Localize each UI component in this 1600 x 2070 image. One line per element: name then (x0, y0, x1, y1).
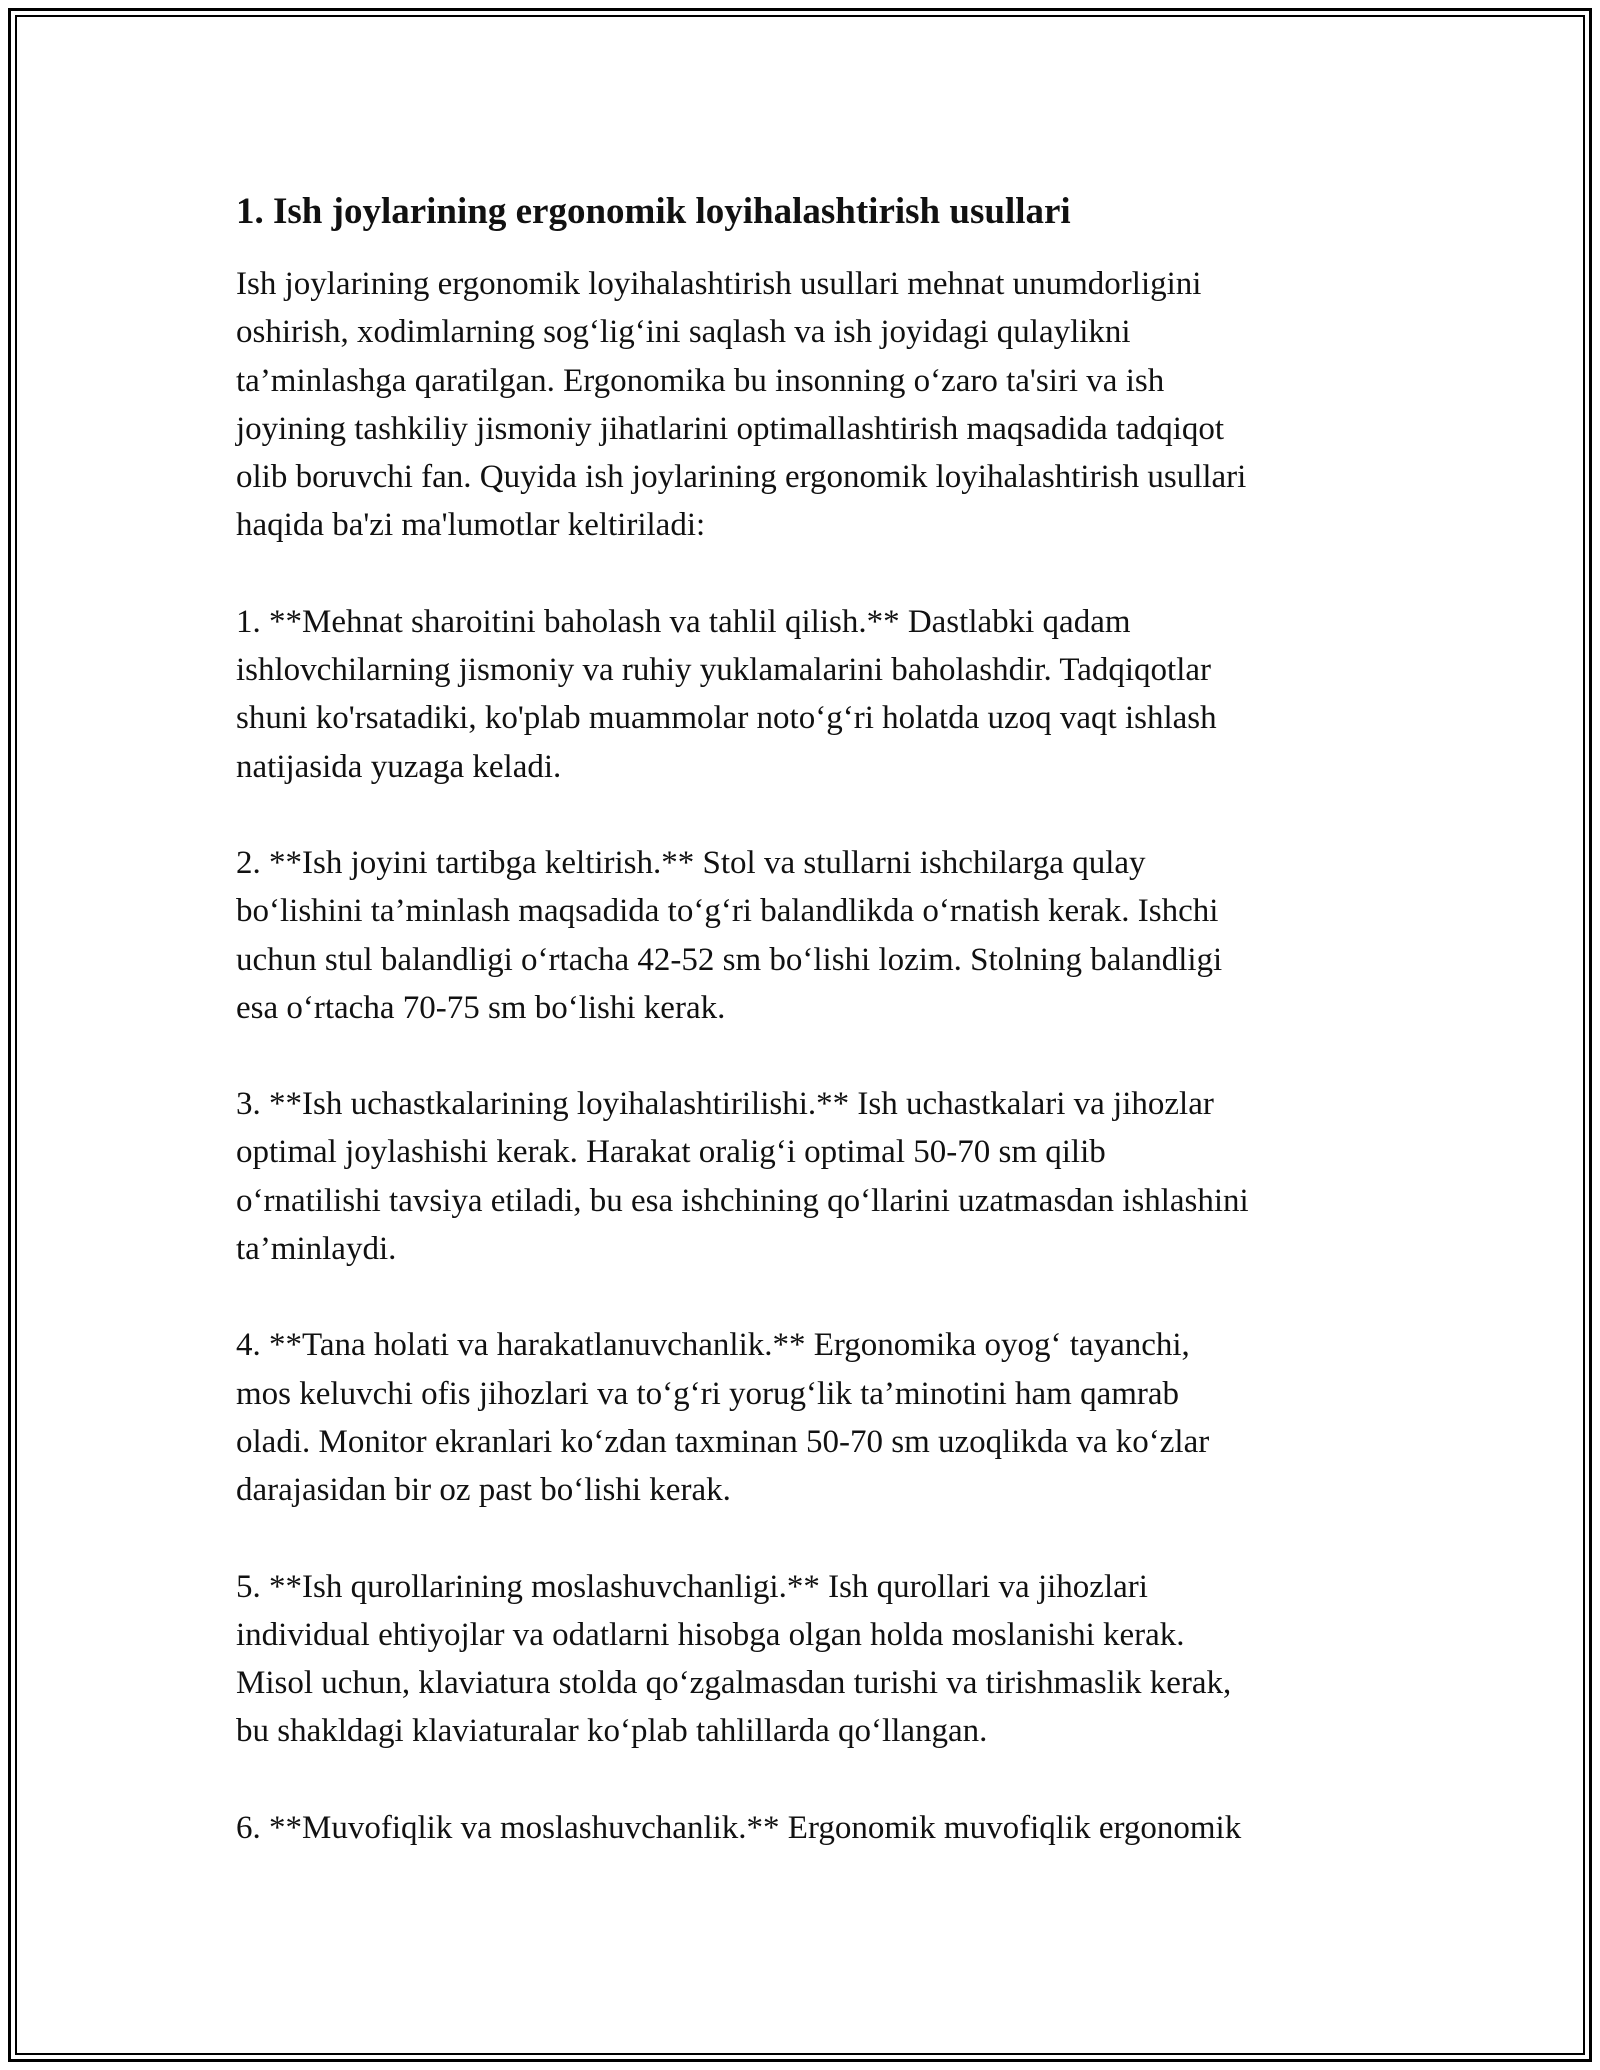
text-line: ishlovchilarning jismoniy va ruhiy yuklamalarini baholashdir. Tadqiqotlar (236, 652, 1211, 689)
list-item-1-paragraph (236, 598, 1366, 791)
text-line: joyining tashkiliy jismoniy jihatlarini optimallashtirish maqsadida tadqiqot (236, 410, 1225, 447)
text-line: mos keluvchi ofis jihozlari va to‘g‘ri yorug‘lik ta’minotini ham qamrab (236, 1375, 1180, 1412)
text-line: esa o‘rtacha 70-75 sm bo‘lishi kerak. (236, 989, 726, 1026)
text-line: 6. **Muvofiqlik va moslashuvchanlik.** Ergonomik muvofiqlik ergonomik (236, 1809, 1242, 1846)
text-line: 4. **Tana holati va harakatlanuvchanlik.** Ergonomika oyog‘ tayanchi, (236, 1327, 1190, 1364)
text-line: oladi. Monitor ekranlari ko‘zdan taxminan 50-70 sm uzoqlikda va ko‘zlar (236, 1423, 1210, 1460)
text-line: o‘rnatilishi tavsiya etiladi, bu esa ishchining qo‘llarini uzatmasdan ishlashini (236, 1182, 1249, 1219)
text-line: 1. **Mehnat sharoitini baholash va tahlil qilish.** Dastlabki qadam (236, 603, 1131, 640)
text-line: bo‘lishini ta’minlash maqsadida to‘g‘ri balandlikda o‘rnatish kerak. Ishchi (236, 893, 1219, 930)
text-line: darajasidan bir oz past bo‘lishi kerak. (236, 1472, 731, 1509)
list-item-5-paragraph (236, 1563, 1366, 1756)
text-line: Misol uchun, klaviatura stolda qo‘zgalmasdan turishi va tirishmaslik kerak, (236, 1665, 1232, 1702)
text-line: haqida ba'zi ma'lumotlar keltiriladi: (236, 507, 706, 544)
text-line: bu shakldagi klaviaturalar ko‘plab tahlillarda qo‘llangan. (236, 1713, 988, 1750)
text-line: oshirish, xodimlarning sog‘lig‘ini saqlash va ish joyidagi qulaylikni (236, 314, 1131, 351)
text-line: 5. **Ish qurollarining moslashuvchanligi.** Ish qurollari va jihozlari (236, 1568, 1148, 1605)
text-line: natijasida yuzaga keladi. (236, 748, 562, 785)
text-line: optimal joylashishi kerak. Harakat oralig‘i optimal 50-70 sm qilib (236, 1134, 1106, 1171)
text-line: olib boruvchi fan. Quyida ish joylarining ergonomik loyihalashtirish usullari (236, 459, 1247, 496)
list-item-6-paragraph (236, 1804, 1366, 1852)
text-line: individual ehtiyojlar va odatlarni hisobga olgan holda moslanishi kerak. (236, 1616, 1185, 1653)
text-line: 2. **Ish joyini tartibga keltirish.** Stol va stullarni ishchilarga qulay (236, 844, 1146, 881)
text-line: uchun stul balandligi o‘rtacha 42-52 sm bo‘lishi lozim. Stolning balandligi (236, 941, 1223, 978)
list-item-2-paragraph (236, 839, 1366, 1032)
list-item-3-paragraph (236, 1080, 1366, 1273)
text-line: Ish joylarining ergonomik loyihalashtirish usullari mehnat unumdorligini (236, 266, 1202, 302)
document-body (236, 186, 1366, 1900)
text-line: ta’minlashga qaratilgan. Ergonomika bu insonning o‘zaro ta'siri va ish (236, 362, 1165, 399)
document-title: 1. Ish joylarining ergonomik loyihalashtirish usullari (236, 191, 1071, 232)
list-item-4-paragraph (236, 1321, 1366, 1514)
text-line: ta’minlaydi. (236, 1231, 397, 1268)
text-line: shuni ko'rsatadiki, ko'plab muammolar noto‘g‘ri holatda uzoq vaqt ishlash (236, 700, 1217, 737)
intro-paragraph (236, 260, 1366, 550)
text-line: 3. **Ish uchastkalarining loyihalashtirilishi.** Ish uchastkalari va jihozlar (236, 1086, 1214, 1123)
